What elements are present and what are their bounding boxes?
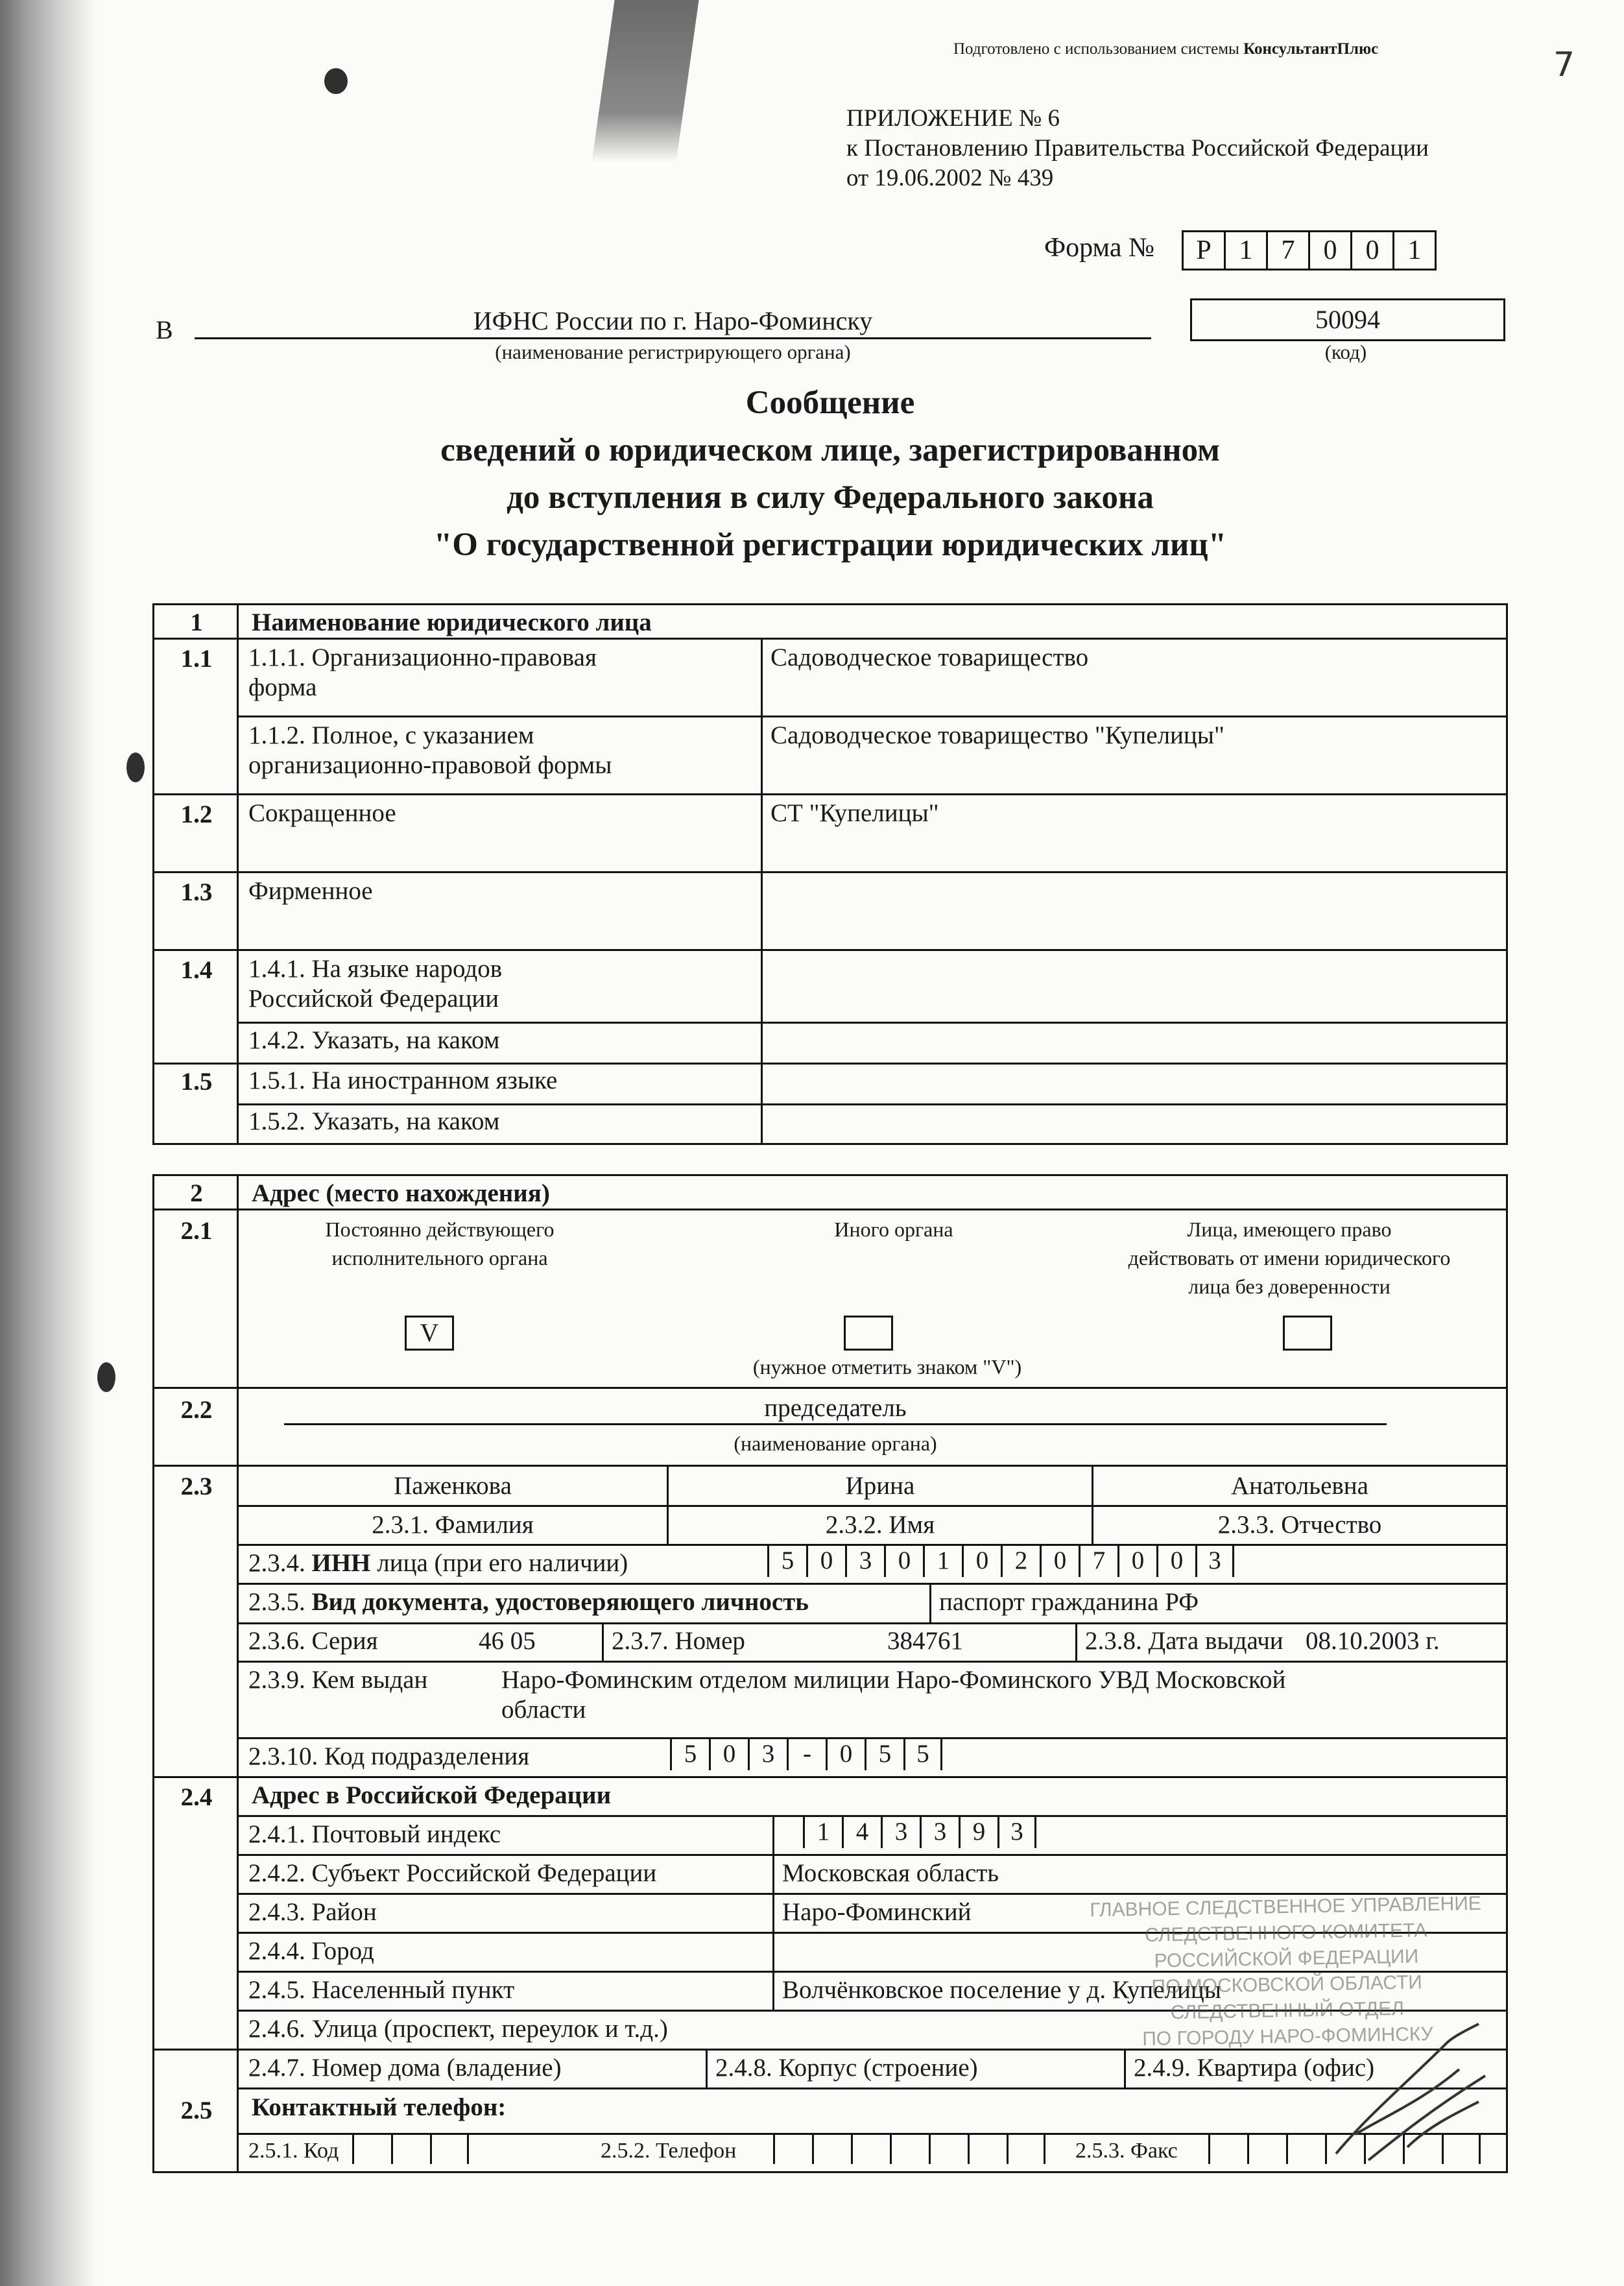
field-value-full-name: Садоводческое товарищество "Купелицы" <box>770 721 1224 749</box>
row-number: 1.5 <box>180 1068 213 1096</box>
field-label: 1.4.2. Указать, на каком <box>248 1026 500 1054</box>
field-label: Фирменное <box>248 877 373 905</box>
registrar-code: 50094 <box>1190 298 1505 341</box>
scan-shadow-edge <box>0 0 97 2286</box>
row-number: 2.5 <box>180 2097 213 2124</box>
inn-label: 2.3.4. ИНН лица (при его наличии) <box>248 1549 628 1577</box>
fax-label: 2.5.3. Факс <box>1075 2139 1178 2163</box>
row-number: 1.3 <box>180 878 213 906</box>
scan-shadow-strip <box>591 0 699 162</box>
id-document-label: 2.3.5. Вид документа, удостоверяющего личность <box>248 1588 809 1616</box>
house-label: 2.4.7. Номер дома (владение) <box>248 2054 562 2082</box>
subdivision-code-cells: 5 0 3 - 0 5 5 <box>670 1739 942 1770</box>
phone-number-cells <box>773 2133 1045 2164</box>
subject-value: Московская область <box>782 1859 999 1887</box>
number-value: 384761 <box>887 1627 963 1655</box>
document-title: Сообщение сведений о юридическом лице, зарегистрированном до вступления в силу Федерального закона "О государственной регистрации юридических лиц" <box>433 385 1227 563</box>
series-label: 2.3.6. Серия <box>248 1627 378 1655</box>
subdivision-code-label: 2.3.10. Код подразделения <box>248 1742 530 1770</box>
first-name-value: Ирина <box>845 1472 915 1500</box>
patronymic-label: 2.3.3. Отчество <box>1217 1511 1382 1539</box>
row-number: 2.4 <box>180 1783 213 1811</box>
field-value-org-form: Садоводческое товарищество <box>770 644 1089 671</box>
organ-name-caption: (наименование органа) <box>734 1432 937 1455</box>
registrar-code-caption: (код) <box>1324 341 1367 363</box>
phone-number-label: 2.5.2. Телефон <box>601 2139 737 2163</box>
row-number: 1.4 <box>180 956 213 984</box>
building-label: 2.4.8. Корпус (строение) <box>715 2054 978 2082</box>
handwritten-page-number: 7 <box>1553 45 1575 84</box>
row-number: 2.3 <box>180 1473 213 1500</box>
option-permanent-executive-checkbox[interactable]: V <box>405 1316 454 1351</box>
official-stamp: ГЛАВНОЕ СЛЕДСТВЕННОЕ УПРАВЛЕНИЕ СЛЕДСТВЕННОГО КОМИТЕТА РОССИЙСКОЙ ФЕДЕРАЦИИ ПО МОСКОВСКОЙ ОБЛАСТИ СЛЕДСТВЕННЫЙ ОТДЕЛ ПО ГОРОДУ НАРО-ФОМИНСКУ <box>1090 1892 1482 2050</box>
section-1-table <box>152 603 1508 1145</box>
locality-value: Волчёнковское поселение у д. Купелицы <box>782 1976 1221 2004</box>
field-label: 1.1.1. Организационно-правовая форма <box>248 644 597 701</box>
phone-code-label: 2.5.1. Код <box>248 2139 339 2163</box>
field-label: 1.1.2. Полное, с указанием организационно-правовой формы <box>248 721 612 779</box>
form-number-cells: Р 1 7 0 0 1 <box>1182 230 1437 271</box>
inn-digit-cells: 5 0 3 0 1 0 2 0 7 0 0 3 <box>767 1546 1234 1577</box>
option-other-body: Иного органа <box>834 1218 953 1241</box>
punch-hole-mark <box>126 752 145 782</box>
postcode-cells: 1 4 3 3 9 3 <box>803 1817 1036 1848</box>
subject-label: 2.4.2. Субъект Российской Федерации <box>248 1859 657 1887</box>
series-value: 46 05 <box>479 1627 536 1655</box>
option-other-body-checkbox[interactable] <box>844 1316 893 1351</box>
konsultant-note: Подготовлено с использованием системы КонсультантПлюс <box>953 40 1379 58</box>
issue-date-value: 08.10.2003 г. <box>1306 1627 1440 1655</box>
field-value-short-name: СТ "Купелицы" <box>770 799 939 827</box>
patronymic-value: Анатольевна <box>1230 1472 1368 1500</box>
section-heading: Наименование юридического лица <box>252 608 652 636</box>
id-document-value: паспорт гражданина РФ <box>939 1588 1199 1616</box>
appendix-reference: ПРИЛОЖЕНИЕ № 6 к Постановлению Правительства Российской Федерации от 19.06.2002 № 439 <box>846 105 1429 191</box>
city-label: 2.4.4. Город <box>248 1937 374 1965</box>
issued-by-value: Наро-Фоминским отделом милиции Наро-Фоминского УВД Московской области <box>501 1666 1286 1724</box>
option-authorized-person-checkbox[interactable] <box>1283 1316 1332 1351</box>
surname-value: Паженкова <box>394 1472 512 1500</box>
registrar-prefix: В <box>156 315 173 344</box>
row-number: 1.2 <box>180 800 213 828</box>
postcode-label: 2.4.1. Почтовый индекс <box>248 1820 501 1848</box>
issued-by-label: 2.3.9. Кем выдан <box>248 1666 428 1694</box>
field-label: Сокращенное <box>248 799 396 827</box>
flat-label: 2.4.9. Квартира (офис) <box>1134 2054 1375 2082</box>
first-name-label: 2.3.2. Имя <box>825 1511 935 1539</box>
street-label: 2.4.6. Улица (проспект, переулок и т.д.) <box>248 2015 668 2043</box>
section-heading: Адрес (место нахождения) <box>252 1179 550 1207</box>
locality-label: 2.4.5. Населенный пункт <box>248 1976 515 2004</box>
field-label: 1.5.2. Указать, на каком <box>248 1107 500 1135</box>
surname-label: 2.3.1. Фамилия <box>372 1511 534 1539</box>
row-number: 2.2 <box>180 1396 213 1424</box>
row-number: 2.1 <box>180 1217 213 1245</box>
field-label: 1.5.1. На иностранном языке <box>248 1066 558 1094</box>
punch-hole-mark <box>324 68 348 94</box>
phone-heading: Контактный телефон: <box>252 2093 507 2121</box>
district-value: Наро-Фоминский <box>782 1898 972 1926</box>
registrar-name: ИФНС России по г. Наро-Фоминску <box>195 305 1151 339</box>
number-label: 2.3.7. Номер <box>612 1627 745 1655</box>
address-heading: Адрес в Российской Федерации <box>252 1781 612 1809</box>
row-number: 1.1 <box>180 645 213 673</box>
field-label: 1.4.1. На языке народов Российской Федерации <box>248 955 503 1013</box>
phone-code-cells <box>352 2133 469 2164</box>
mark-note: (нужное отметить знаком "V") <box>752 1355 1022 1378</box>
issue-date-label: 2.3.8. Дата выдачи <box>1085 1627 1284 1655</box>
registrar-name-caption: (наименование регистрирующего органа) <box>495 341 851 363</box>
option-permanent-executive-body: Постоянно действующего исполнительного органа <box>325 1218 555 1269</box>
punch-hole-mark <box>97 1362 115 1392</box>
organ-name: председатель <box>284 1393 1387 1425</box>
district-label: 2.4.3. Район <box>248 1898 377 1926</box>
handwritten-signature <box>1330 2004 1498 2173</box>
section-number: 2 <box>190 1179 203 1207</box>
section-number: 1 <box>190 608 203 636</box>
form-number-label: Форма № <box>1044 233 1155 263</box>
option-authorized-person: Лица, имеющего право действовать от имени юридического лица без доверенности <box>1128 1218 1451 1298</box>
